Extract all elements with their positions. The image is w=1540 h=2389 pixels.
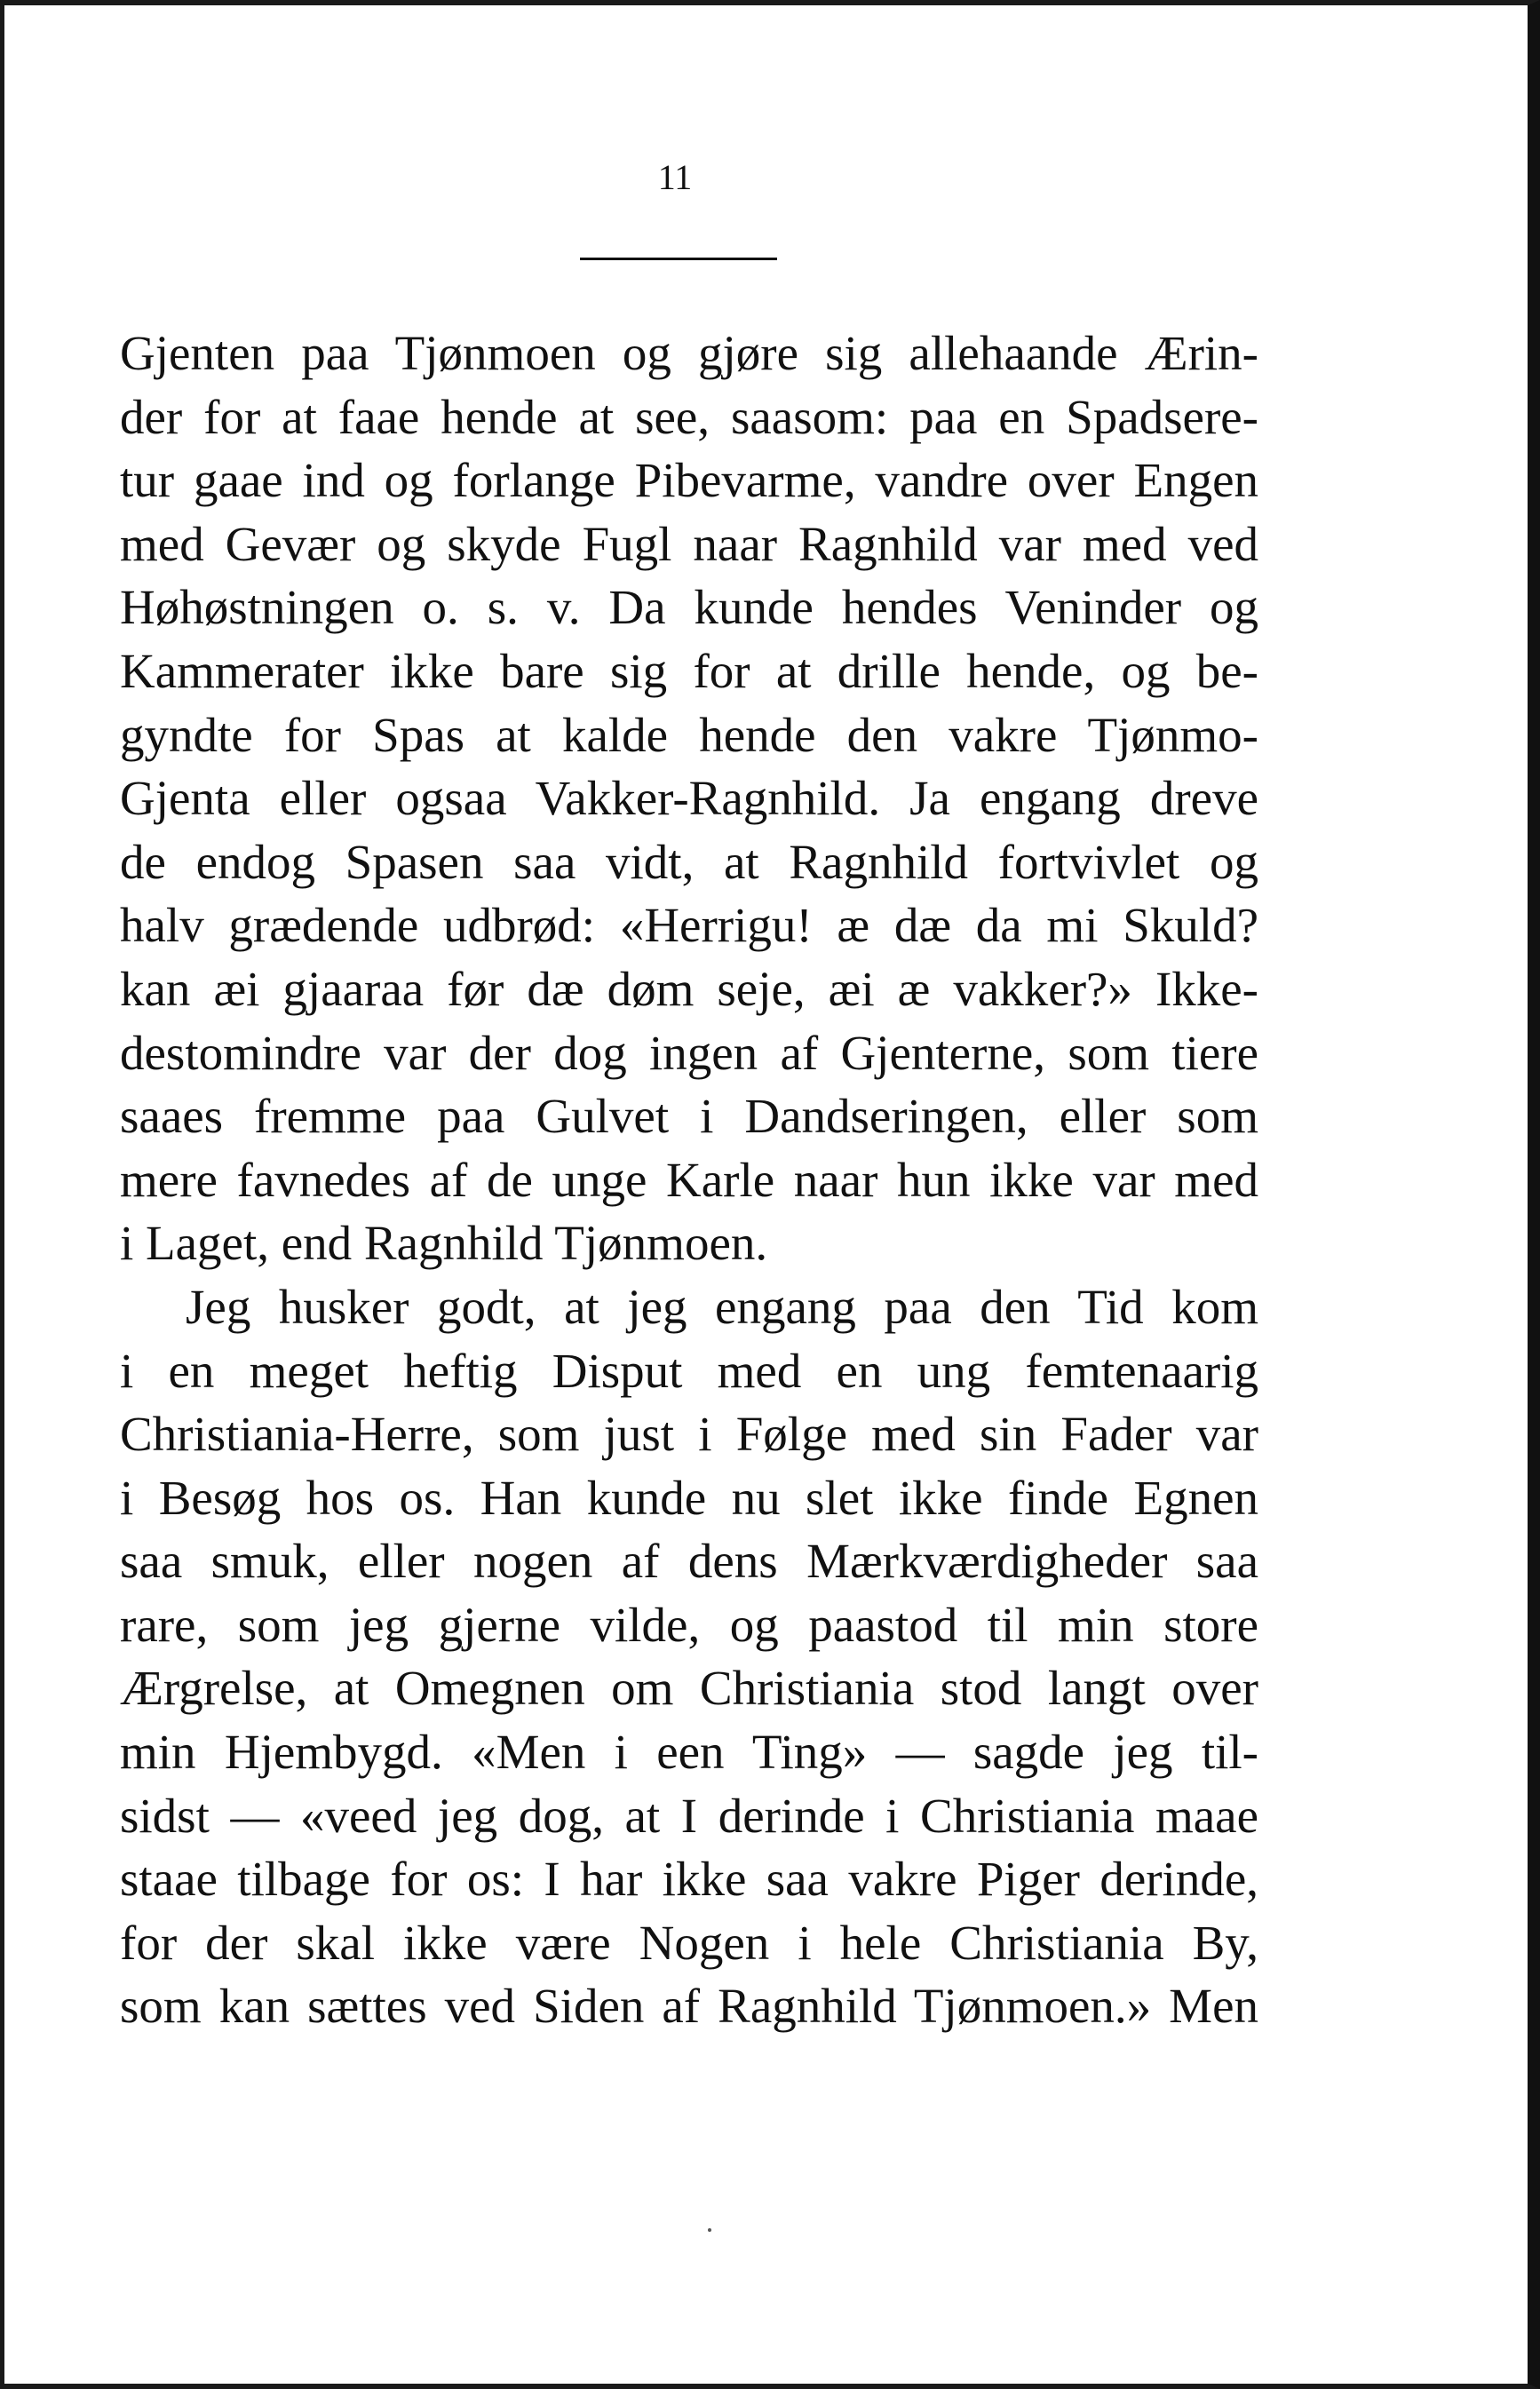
text-line: Høhøstningen o. s. v. Da kunde hendes Veninder og <box>120 580 1258 635</box>
page-number: 11 <box>657 157 693 197</box>
paragraph-1 <box>120 321 1258 1275</box>
text-line: mere favnedes af de unge Karle naar hun ikke var med <box>120 1152 1258 1207</box>
header-rule <box>580 258 777 260</box>
text-line: Gjenten paa Tjønmoen og gjøre sig allehaande Ærin- <box>120 326 1258 380</box>
text-line: destomindre var der dog ingen af Gjenterne, som tiere <box>120 1025 1258 1080</box>
text-line: halv grædende udbrød: «Herrigu! æ dæ da mi Skuld? <box>120 898 1258 953</box>
text-line: Gjenta eller ogsaa Vakker-Ragnhild. Ja engang dreve <box>120 771 1258 826</box>
text-line: for der skal ikke være Nogen i hele Christiania By, <box>120 1915 1258 1970</box>
text-line: Kammerater ikke bare sig for at drille hende, og be- <box>120 643 1258 698</box>
text-line: min Hjembygd. «Men i een Ting» — sagde jeg til- <box>120 1725 1258 1780</box>
text-line: de endog Spasen saa vidt, at Ragnhild fortvivlet og <box>120 834 1258 889</box>
text-line: som kan sættes ved Siden af Ragnhild Tjønmoen.» Men <box>120 1979 1258 2034</box>
text-line: rare, som jeg gjerne vilde, og paastod til min store <box>120 1597 1258 1652</box>
text-line: i en meget heftig Disput med en ung femtenaarig <box>120 1343 1258 1398</box>
text-line: i Besøg hos os. Han kunde nu slet ikke finde Egnen <box>120 1470 1258 1525</box>
text-line: i Laget, end Ragnhild Tjønmoen. <box>120 1216 768 1271</box>
text-line: saa smuk, eller nogen af dens Mærkværdigheder saa <box>120 1534 1258 1589</box>
text-line: Jeg husker godt, at jeg engang paa den Tid kom <box>186 1279 1258 1334</box>
text-line: kan æi gjaaraa før dæ døm seje, æi æ vakker?» Ikke- <box>120 961 1258 1016</box>
text-line: Ærgrelse, at Omegnen om Christiania stod langt over <box>120 1661 1258 1716</box>
text-line: tur gaae ind og forlange Pibevarme, vandre over Engen <box>120 453 1258 508</box>
text-line: med Gevær og skyde Fugl naar Ragnhild var med ved <box>120 516 1258 571</box>
paper-speck <box>708 2228 711 2232</box>
text-line: der for at faae hende at see, saasom: paa en Spadsere- <box>120 389 1258 444</box>
text-line: Christiania-Herre, som just i Følge med sin Fader var <box>120 1407 1258 1462</box>
text-line: staae tilbage for os: I har ikke saa vakre Piger derinde, <box>120 1852 1258 1907</box>
text-line: gyndte for Spas at kalde hende den vakre Tjønmo- <box>120 707 1258 762</box>
text-line: saaes fremme paa Gulvet i Dandseringen, eller som <box>120 1089 1258 1144</box>
paragraph-2 <box>120 1275 1258 2038</box>
body-text <box>120 321 1258 2038</box>
text-line: sidst — «veed jeg dog, at I derinde i Christiania maae <box>120 1788 1258 1843</box>
